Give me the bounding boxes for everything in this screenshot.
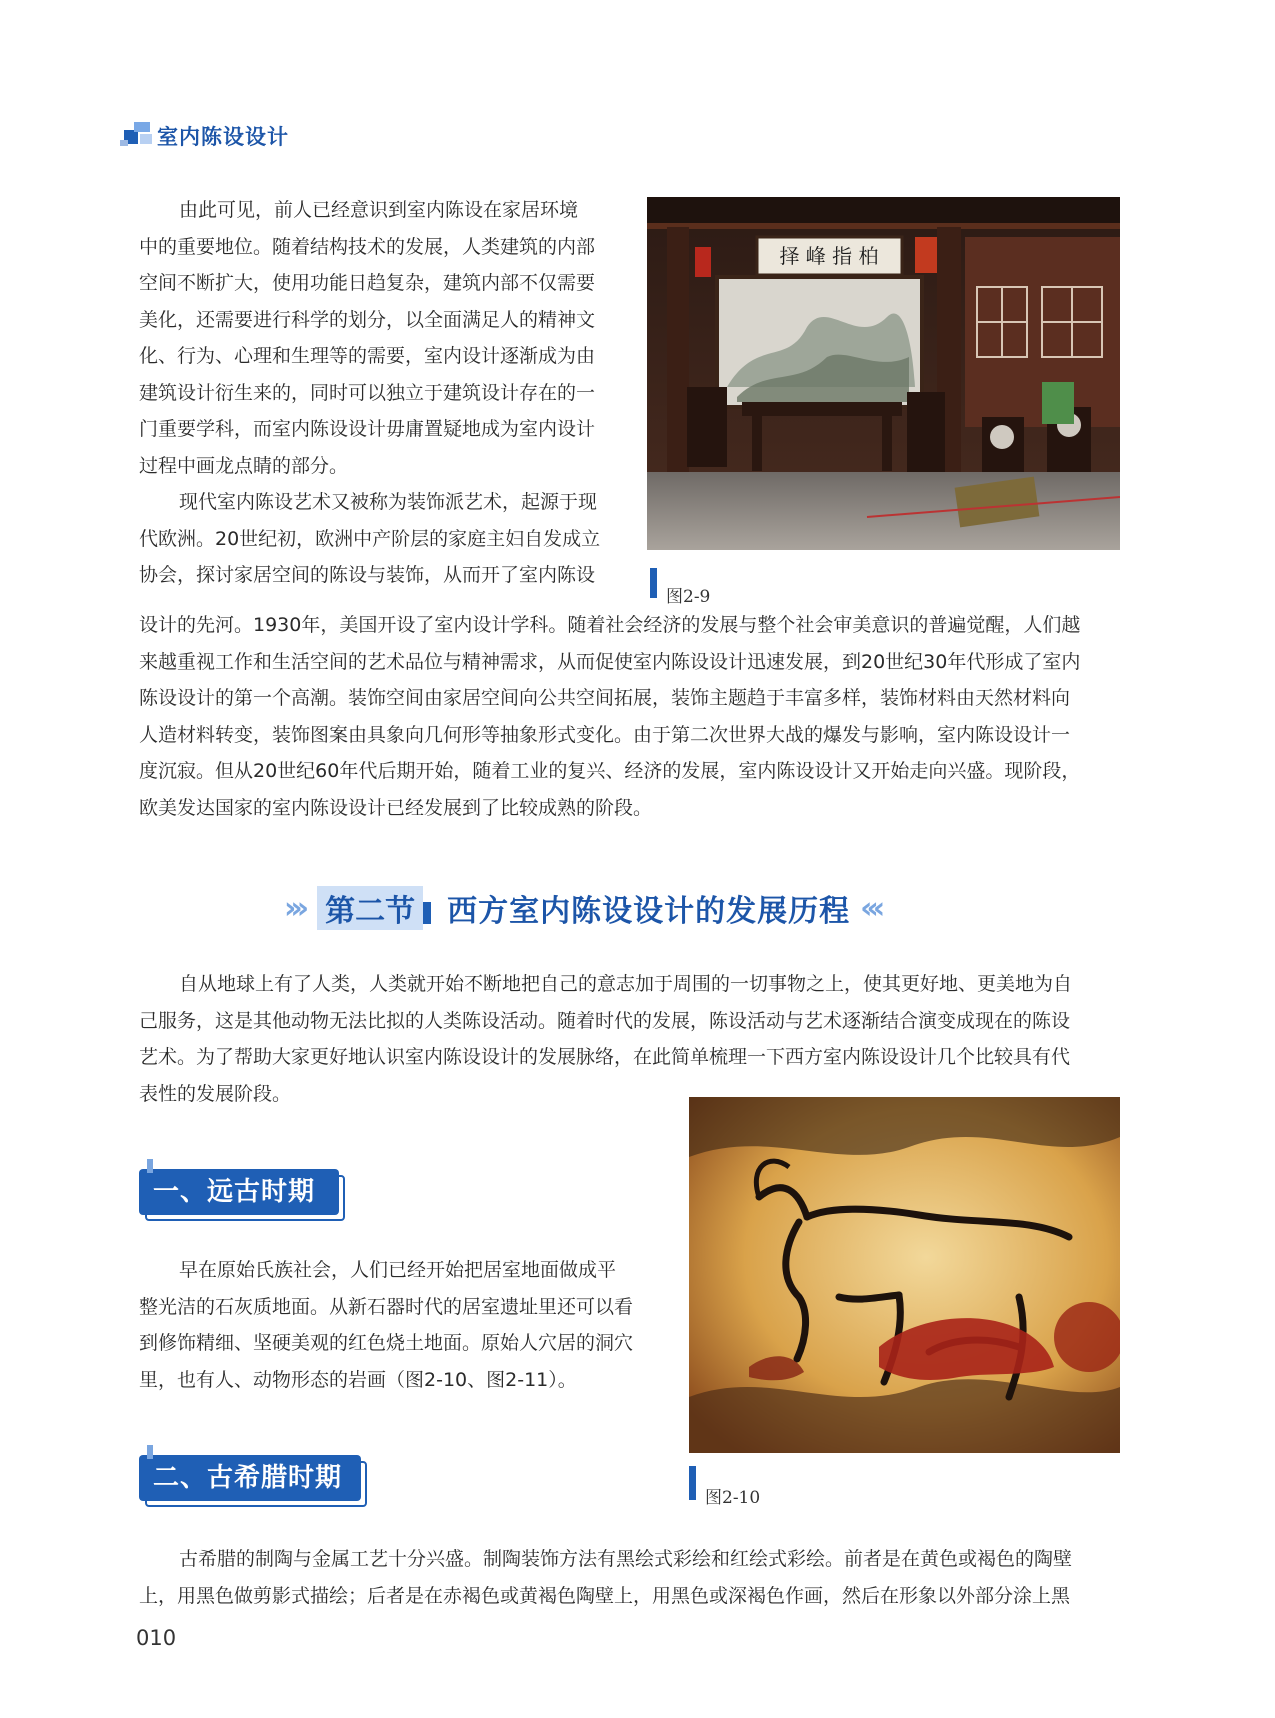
section-number: 第二节 xyxy=(317,886,423,930)
intro-paragraph xyxy=(139,192,631,594)
text-line: 里，也有人、动物形态的岩画（图2-10、图2-11）。 xyxy=(139,1368,577,1391)
text-line: 己服务，这是其他动物无法比拟的人类陈设活动。随着时代的发展，陈设活动与艺术逐渐结合演变成现在的陈设 xyxy=(139,1009,1071,1032)
figure-2-10-caption: 图2-10 xyxy=(705,1488,761,1508)
section-marker-icon xyxy=(423,902,431,924)
text-line: 协会，探讨家居空间的陈设与装饰，从而开了室内陈设 xyxy=(139,564,596,586)
text-line: 古希腊的制陶与金属工艺十分兴盛。制陶装饰方法有黑绘式彩绘和红绘式彩绘。前者是在黄色或褐色的陶壁 xyxy=(179,1548,1073,1570)
plaque-text: 择 峰 指 柏 xyxy=(779,244,879,268)
text-line: 度沉寂。但从20世纪60年代后期开始，随着工业的复兴、经济的发展，室内陈设设计又开始走向兴盛。现阶段， xyxy=(139,760,1081,782)
section-heading xyxy=(284,880,924,936)
text-line: 中的重要地位。随着结构技术的发展，人类建筑的内部 xyxy=(139,235,596,258)
subheading-ancient xyxy=(139,1169,339,1215)
text-line: 代欧洲。20世纪初，欧洲中产阶层的家庭主妇自发成立 xyxy=(139,527,601,550)
figure-2-10-cave-painting-photo xyxy=(689,1097,1120,1453)
chevron-right-icon: ››› xyxy=(284,890,304,926)
text-line: 美化，还需要进行科学的划分，以全面满足人的精神文 xyxy=(139,308,596,331)
subheading-ancient-greece-label: 二、古希腊时期 xyxy=(139,1455,361,1501)
text-line: 门重要学科，而室内陈设设计毋庸置疑地成为室内设计 xyxy=(139,418,596,440)
text-line: 空间不断扩大，使用功能日趋复杂，建筑内部不仅需要 xyxy=(139,272,596,294)
heading-tick-icon xyxy=(147,1159,153,1173)
text-line: 陈设设计的第一个高潮。装饰空间由家居空间向公共空间拓展，装饰主题趋于丰富多样，装饰材料由天然材料向 xyxy=(139,687,1071,709)
text-line: 表性的发展阶段。 xyxy=(139,1082,292,1105)
page-number: 010 xyxy=(136,1626,177,1650)
text-line: 自从地球上有了人类，人类就开始不断地把自己的意志加于周围的一切事物之上，使其更好地、更美地为自 xyxy=(179,973,1073,995)
text-line: 早在原始氏族社会，人们已经开始把居室地面做成平 xyxy=(179,1259,617,1281)
figure-2-9-caption: 图2-9 xyxy=(666,587,711,607)
text-line: 建筑设计衍生来的，同时可以独立于建筑设计存在的一 xyxy=(139,381,596,404)
section-intro-paragraph xyxy=(139,966,1125,1112)
text-line: 来越重视工作和生活空间的艺术品位与精神需求，从而促使室内陈设设计迅速发展，到20世纪30年代形成了室内 xyxy=(139,650,1081,673)
subheading-ancient-label: 一、远古时期 xyxy=(139,1169,339,1215)
text-line: 由此可见，前人已经意识到室内陈设在家居环境 xyxy=(179,199,579,221)
section-title: 西方室内陈设设计的发展历程 xyxy=(447,894,851,929)
text-line: 现代室内陈设艺术又被称为装饰派艺术，起源于现 xyxy=(179,491,598,513)
figure-2-9-chinese-interior-photo xyxy=(647,197,1120,550)
text-line: 上，用黑色做剪影式描绘；后者是在赤褐色或黄褐色陶壁上，用黑色或深褐色作画，然后在形象以外部分涂上黑 xyxy=(139,1584,1071,1607)
running-header-title: 室内陈设设计 xyxy=(157,125,289,149)
text-line: 化、行为、心理和生理等的需要，室内设计逐渐成为由 xyxy=(139,345,596,367)
ancient-paragraph xyxy=(139,1252,674,1398)
chevron-left-icon: ‹‹‹ xyxy=(860,890,880,926)
caption-bar-icon xyxy=(689,1466,696,1500)
text-line: 整光洁的石灰质地面。从新石器时代的居室遗址里还可以看 xyxy=(139,1295,634,1318)
heading-tick-icon xyxy=(147,1445,153,1459)
header-logo-icon xyxy=(120,118,154,148)
text-line: 人造材料转变，装饰图案由具象向几何形等抽象形式变化。由于第二次世界大战的爆发与影响，室内陈设设计一 xyxy=(139,723,1071,746)
subheading-ancient-greece xyxy=(139,1455,361,1501)
greek-paragraph xyxy=(139,1541,1125,1614)
modern-paragraph-continued xyxy=(139,607,1125,826)
text-line: 到修饰精细、坚硬美观的红色烧土地面。原始人穴居的洞穴 xyxy=(139,1332,634,1354)
text-line: 欧美发达国家的室内陈设设计已经发展到了比较成熟的阶段。 xyxy=(139,796,653,819)
text-line: 艺术。为了帮助大家更好地认识室内陈设设计的发展脉络，在此简单梳理一下西方室内陈设设计几个比较具有代 xyxy=(139,1046,1071,1068)
caption-bar-icon xyxy=(650,568,657,598)
text-line: 设计的先河。1930年，美国开设了室内设计学科。随着社会经济的发展与整个社会审美意识的普遍觉醒，人们越 xyxy=(139,614,1081,636)
text-line: 过程中画龙点睛的部分。 xyxy=(139,454,349,477)
